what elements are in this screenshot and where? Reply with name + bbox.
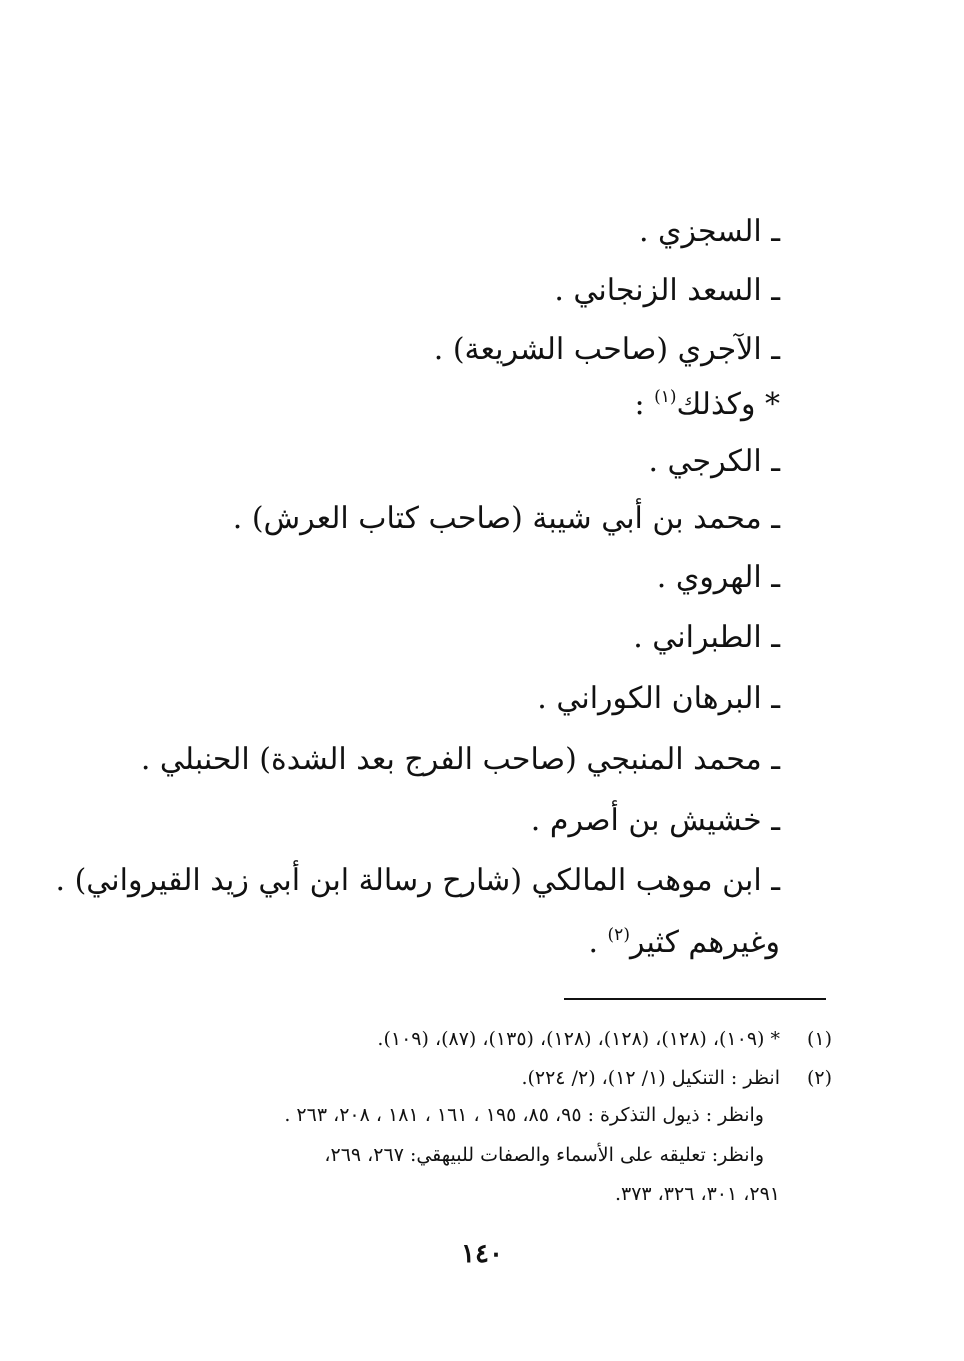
heading-text: * وكذلك <box>676 387 780 422</box>
footnote-separator <box>564 998 826 1000</box>
footnote-2-line-4: ٢٩١، ٣٠١، ٣٢٦، ٣٧٣. <box>614 1183 780 1205</box>
footnote-2-line-1: انظر : التنكيل (١/ ١٢)، (٢/ ٢٢٤). <box>521 1067 780 1089</box>
footnote-marker-1: (١) <box>806 1028 832 1050</box>
footnote-marker-2: (٢) <box>806 1067 832 1089</box>
footnote-ref-2: (٢) <box>607 925 630 945</box>
closing-line <box>588 923 780 963</box>
list-item: ـ الطبراني . <box>633 620 780 655</box>
closing-period: . <box>588 925 598 960</box>
list-item: ـ الكرجي . <box>648 444 780 479</box>
list-item: ـ محمد المنبجي (صاحب الفرج بعد الشدة) الحنبلي . <box>140 742 780 777</box>
footnote-1-text: * (١٠٩)، (١٢٨)، (١٢٨)، (١٢٨)، (١٣٥)، (٨٧)، (١٠٩). <box>377 1028 780 1050</box>
list-item: ـ ابن موهب المالكي (شارح رسالة ابن أبي زيد القيرواني) . <box>55 863 780 898</box>
list-item: ـ السجزي . <box>638 214 780 249</box>
footnote-2-line-2: وانظر : ذيول التذكرة : ٩٥، ٨٥، ١٩٥ ، ١٦١ ، ١٨١ ، ٢٠٨، ٢٦٣ . <box>284 1104 764 1126</box>
heading-colon: : <box>634 387 645 422</box>
list-item: ـ البرهان الكوراني . <box>537 681 780 716</box>
list-item: ـ خشيش بن أصرم . <box>530 803 780 838</box>
list-item: ـ الآجري (صاحب الشريعة) . <box>433 332 780 367</box>
section-heading-also <box>634 385 780 425</box>
footnote-2-line-3: وانظر: تعليقه على الأسماء والصفات للبيهقي: ٢٦٧، ٢٦٩، <box>324 1144 764 1166</box>
closing-text: وغيرهم كثير <box>629 925 780 960</box>
list-item: ـ السعد الزنجاني . <box>554 273 780 308</box>
page-number: ١٤٠ <box>461 1239 503 1269</box>
list-item: ـ الهروي . <box>656 560 780 595</box>
list-item: ـ محمد بن أبي شيبة (صاحب كتاب العرش) . <box>232 501 780 536</box>
footnote-ref-1: (١) <box>654 387 677 407</box>
